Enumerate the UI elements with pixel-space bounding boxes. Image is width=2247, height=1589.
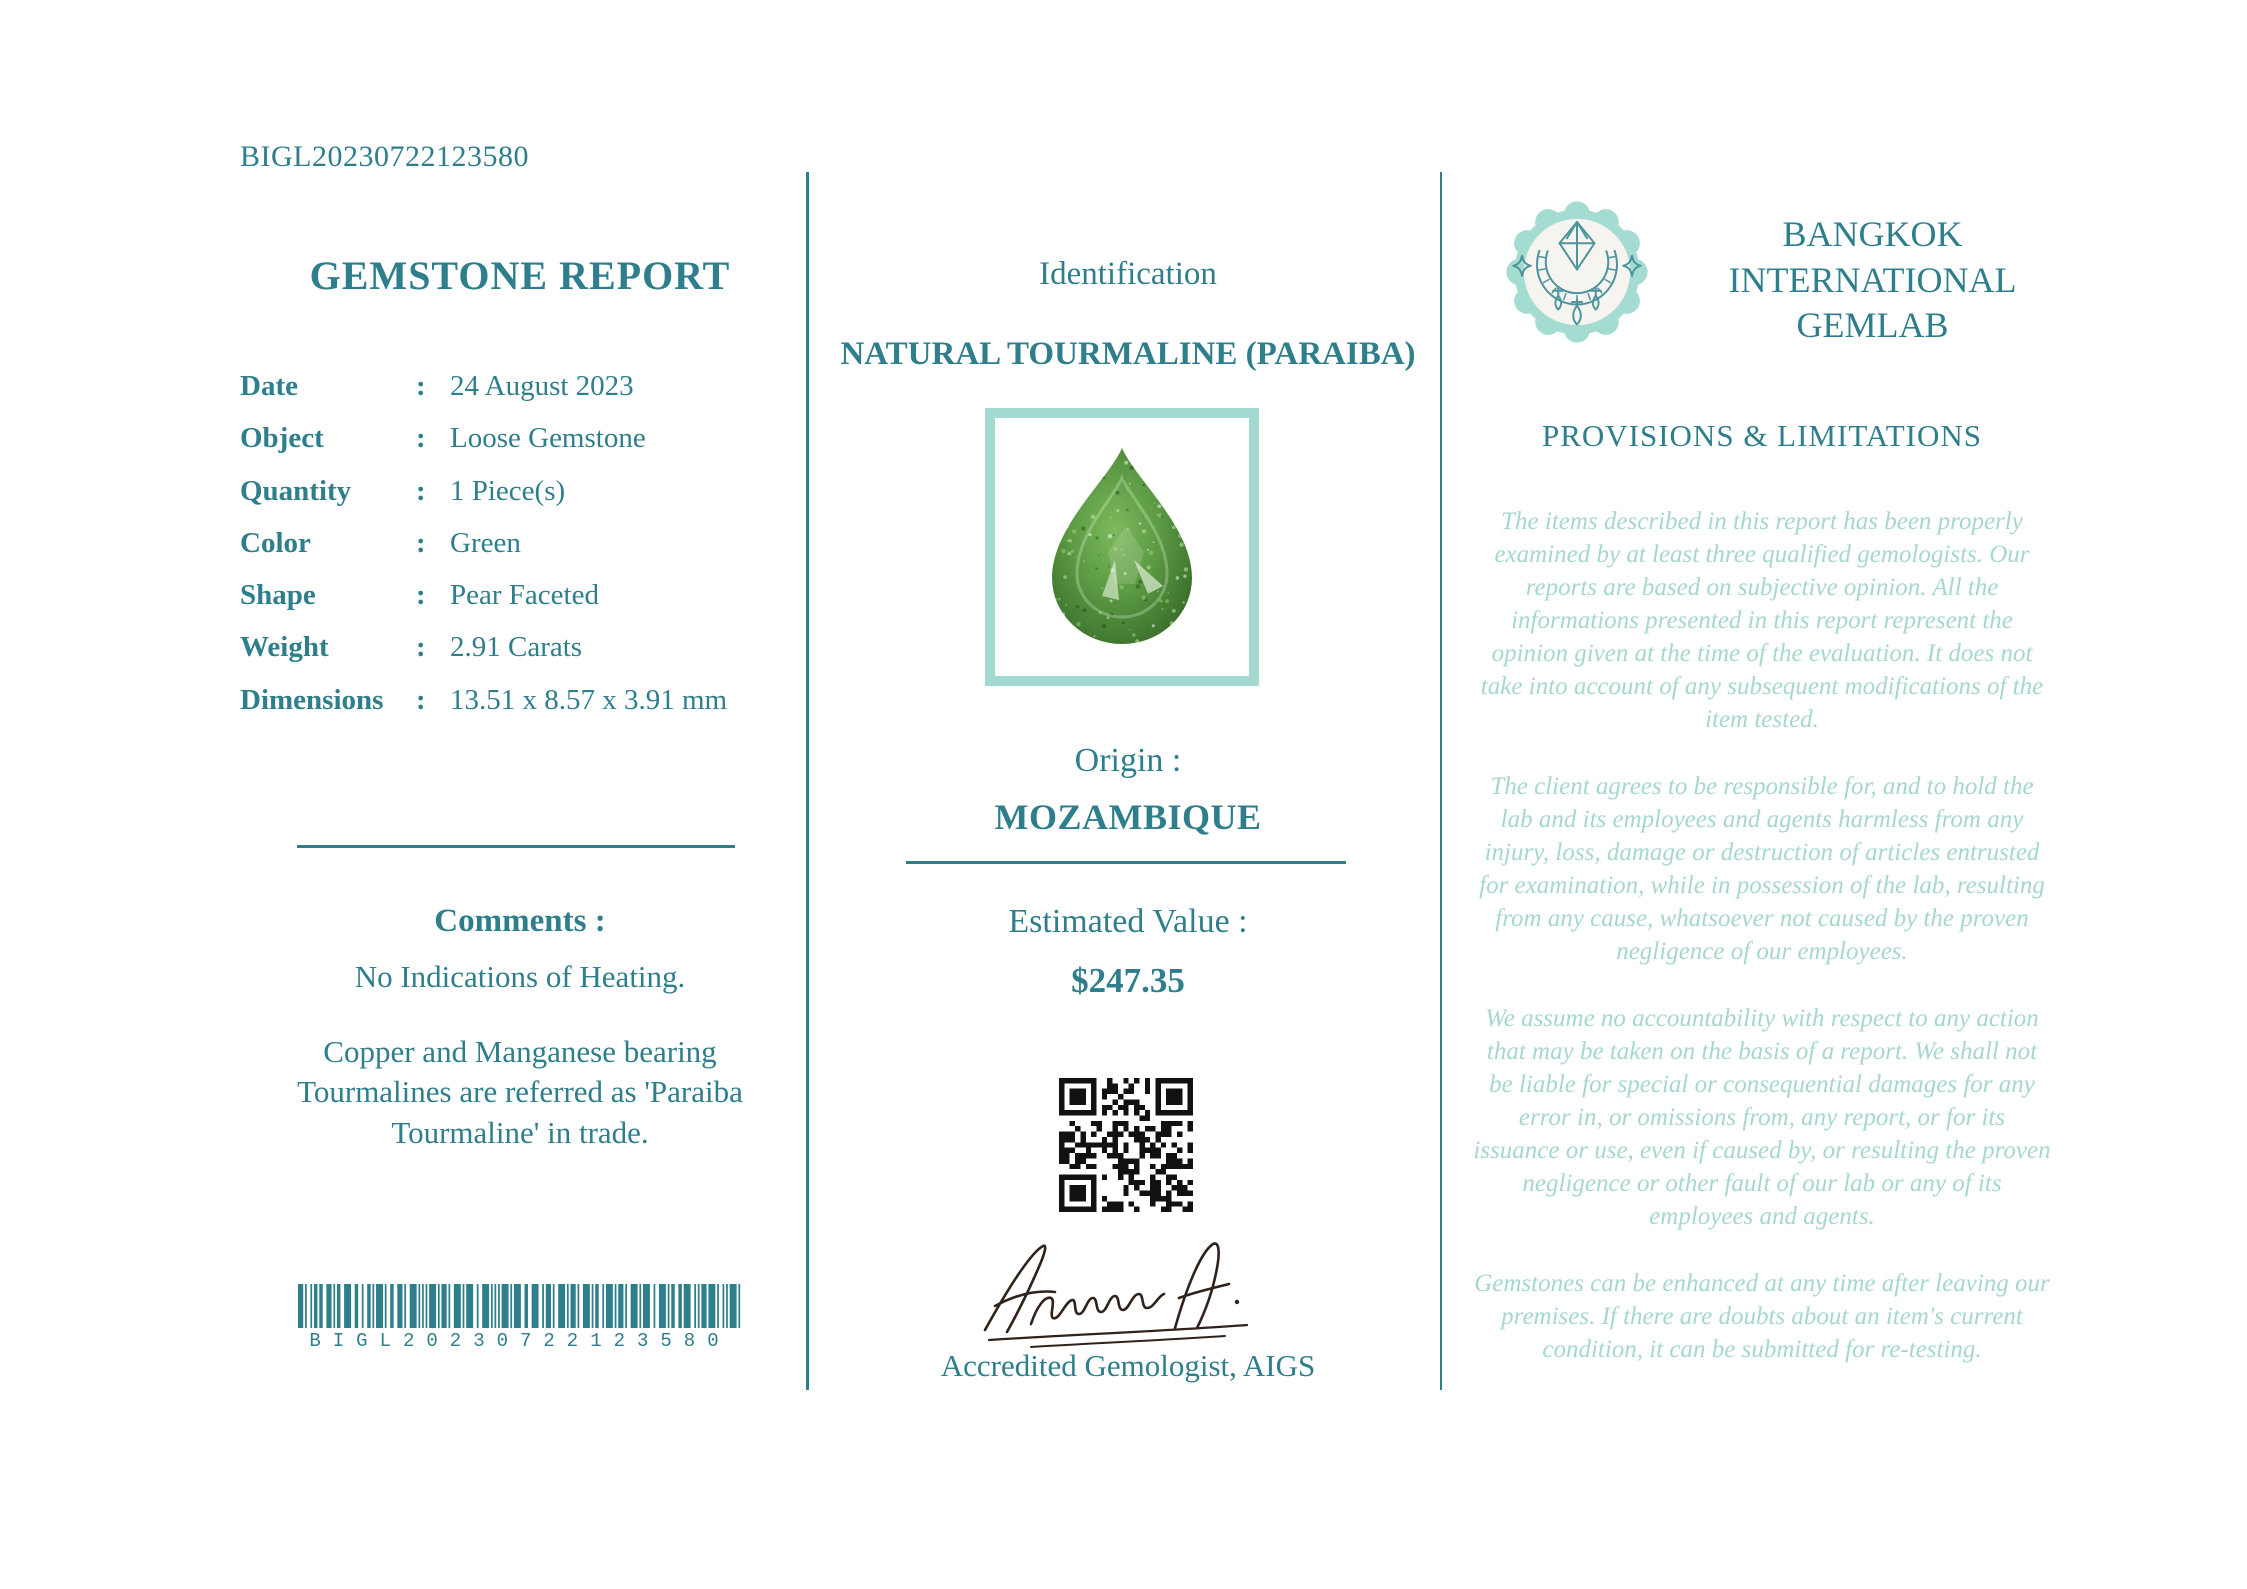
field-colon: : [416,422,426,455]
report-number: BIGL20230722123580 [240,140,529,173]
column-divider-right [1440,172,1442,1390]
comment-text: No Indications of Heating. [354,959,686,994]
table-row [240,629,800,665]
lab-name: BANGKOK INTERNATIONAL GEMLAB [1728,214,2017,346]
provision-paragraph: We assume no accountability with respect to any action that may be taken on the basis of a report. We shall not be liable for special or consequential damages for any error in, or omissions from, any report, or for its issuance or use, even if caused by, or resulting the proven negligence or other fault of our lab or any of its employees and agents. [1473,1005,2051,1230]
origin-heading: Origin : [1074,742,1182,779]
estimated-value-heading: Estimated Value : [1008,903,1248,940]
table-row [240,682,800,718]
gem-photo [1022,434,1222,660]
table-row [240,525,800,561]
barcode [298,1284,742,1352]
table-row [240,420,800,456]
field-label: Dimensions [240,683,384,716]
gemologist-signature [975,1238,1285,1350]
table-row [240,473,800,509]
field-value: Green [450,526,521,559]
section-divider [297,845,735,848]
page-title: GEMSTONE REPORT [309,253,731,298]
field-label: Weight [240,631,329,664]
field-value: 24 August 2023 [450,370,634,402]
origin-value: MOZAMBIQUE [994,797,1262,837]
gem-photo-frame [985,408,1259,686]
comments-heading: Comments : [434,903,606,939]
section-divider [906,861,1346,864]
field-colon: : [416,370,426,402]
provision-paragraph: The items described in this report has been properly examined by at least three qualified gemologists. Our reports are based on subjective opinion. All the informations presented in this report represent the opinion given at the time of the evaluation. It does not take into account of any subsequent modifications of the item tested. [1480,508,2044,733]
gem-details-table [240,368,800,734]
field-colon: : [416,526,426,559]
provisions-heading: PROVISIONS & LIMITATIONS [1541,418,1983,453]
field-value: 13.51 x 8.57 x 3.91 mm [450,683,728,716]
field-value: Pear Faceted [450,579,599,611]
table-row [240,577,800,613]
field-value: 1 Piece(s) [450,474,566,507]
identification-heading: Identification [1039,256,1217,292]
field-value: Loose Gemstone [450,422,646,455]
comment-text: Copper and Manganese bearing Tourmalines are referred as 'Paraiba Tourmaline' in trade. [297,1034,743,1150]
provision-paragraph: The client agrees to be responsible for, and to hold the lab and its employees and agents harmless from any injury, loss, damage or destruction of articles entrusted for examination, while in possession of the lab, resulting from any cause, whatsoever not caused by the proven negligence of our employees. [1479,773,2045,965]
field-label: Object [240,422,324,455]
field-label: Color [240,526,311,559]
estimated-value: $247.35 [1071,961,1185,1000]
column-divider-left [806,172,809,1390]
field-colon: : [416,683,426,716]
field-colon: : [416,631,426,664]
identification-value: NATURAL TOURMALINE (PARAIBA) [840,336,1416,372]
field-value: 2.91 Carats [450,631,583,664]
gemlab-logo [1502,197,1652,347]
field-label: Quantity [240,474,352,507]
gemologist-title: Accredited Gemologist, AIGS [940,1348,1316,1383]
barcode-text: BIGL20230722123580 [309,1330,731,1352]
field-label: Shape [240,579,316,611]
provisions-text [1473,505,2051,1400]
field-colon: : [416,474,426,507]
provision-paragraph: Gemstones can be enhanced at any time after leaving our premises. If there are doubts about an item's current condition, it can be submitted for re-testing. [1474,1270,2050,1363]
table-row [240,368,800,404]
qr-code [1059,1078,1193,1212]
field-label: Date [240,370,298,402]
barcode-bars [298,1284,742,1328]
field-colon: : [416,579,426,611]
